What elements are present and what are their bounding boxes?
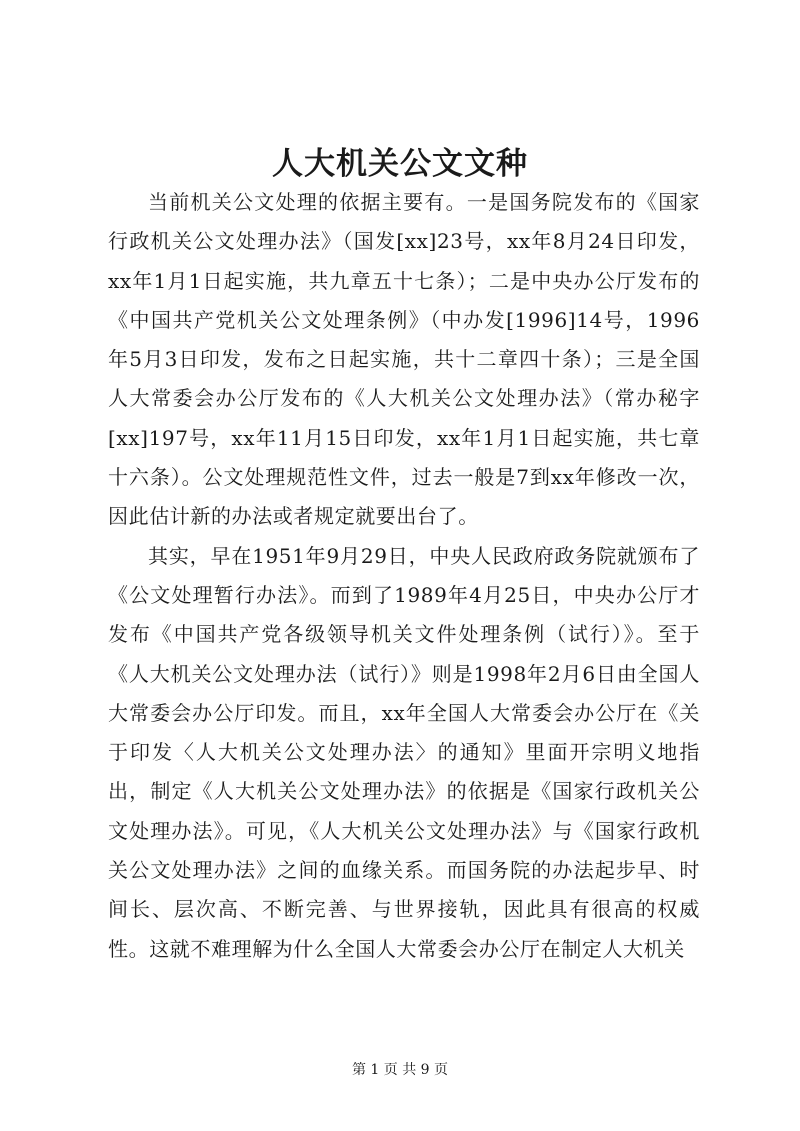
paragraph: 当前机关公文处理的依据主要有。一是国务院发布的《国家行政机关公文处理办法》（国发[xx]23号，xx年8月24日印发，xx年1月1日起实施，共九章五十七条）；二是中央办公厅发布的《中国共产党机关公文处理条例》（中办发[1996]14号，1996年5月3日印发，发布之日起实施，共十二章四十条）；三是全国人大常委会办公厅发布的《人大机关公文处理办法》（常办秘字[xx]197号，xx年11月15日印发，xx年1月1日起实施，共七章十六条）。公文处理规范性文件，过去一般是7到xx年修改一次，因此估计新的办法或者规定就要出台了。 (108, 190, 700, 529)
document-body (108, 183, 700, 969)
document-title: 人大机关公文文种 (272, 146, 528, 182)
page-footer: 第 1 页 共 9 页 (351, 1062, 449, 1078)
paragraph: 其实，早在1951年9月29日，中央人民政府政务院就颁布了《公文处理暂行办法》。而到了1989年4月25日，中央办公厅才发布《中国共产党各级领导机关文件处理条例（试行）》。至于《人大机关公文处理办法（试行）》则是1998年2月6日由全国人大常委会办公厅印发。而且，xx年全国人大常委会办公厅在《关于印发〈人大机关公文处理办法〉的通知》里面开宗明义地指出，制定《人大机关公文处理办法》的依据是《国家行政机关公文处理办法》。可见，《人大机关公文处理办法》与《国家行政机关公文处理办法》之间的血缘关系。而国务院的办法起步早、时间长、层次高、不断完善、与世界接轨，因此具有很高的权威性。这就不难理解为什么全国人大常委会办公厅在制定人大机关 (108, 543, 700, 961)
